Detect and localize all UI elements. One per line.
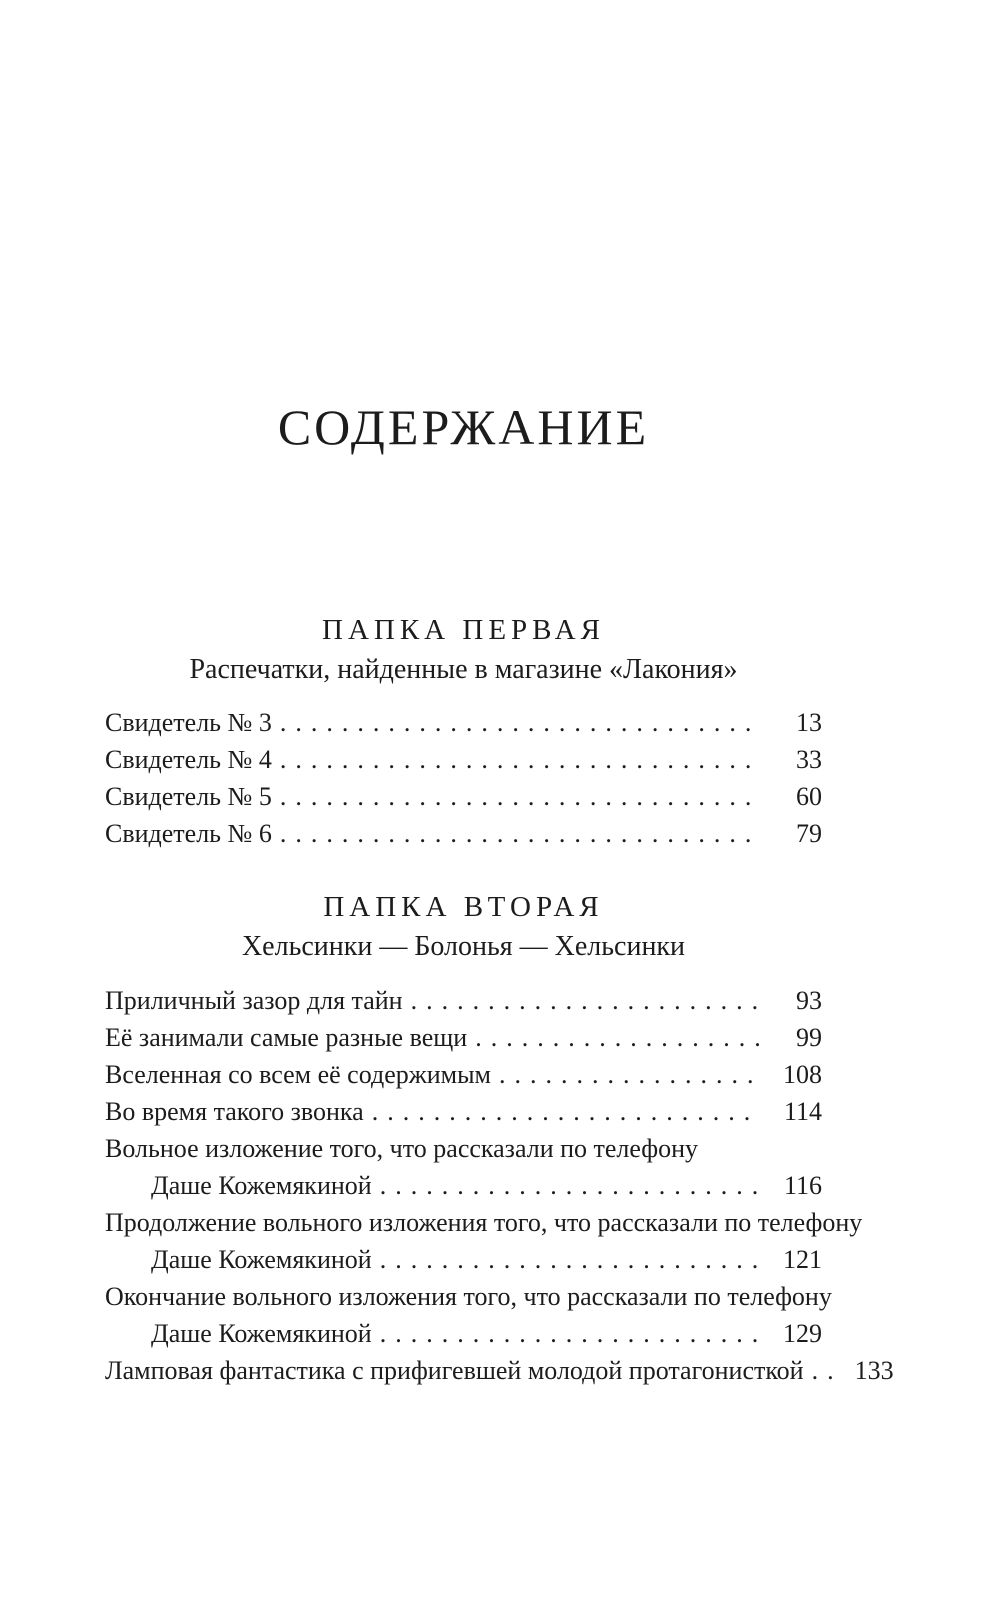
toc-entry-title: Свидетель № 6 <box>105 819 272 849</box>
toc-entry-title: Свидетель № 4 <box>105 745 272 775</box>
dot-leader <box>280 778 760 815</box>
dot-leader <box>411 982 760 1019</box>
toc-content <box>105 399 894 1389</box>
toc-entry <box>105 1278 832 1352</box>
toc-entry <box>105 1130 822 1204</box>
toc-entry-first-line: Продолжение вольного изложения того, что рассказали по телефону <box>105 1207 863 1237</box>
toc-entry <box>105 1204 863 1278</box>
toc-entry-line <box>105 704 822 741</box>
toc-entry <box>105 1019 822 1056</box>
toc-entry-line <box>105 778 822 815</box>
dot-leader <box>280 704 760 741</box>
page-title: СОДЕРЖАНИЕ <box>277 399 650 455</box>
toc-entry-title: Даше Кожемякиной <box>151 1244 372 1274</box>
toc-entry-page: 13 <box>796 708 822 738</box>
toc-entry-page: 33 <box>796 745 822 775</box>
toc-entry <box>105 815 822 852</box>
toc-entry-page: 116 <box>783 1170 822 1200</box>
toc-entry-title: Даше Кожемякиной <box>151 1318 372 1348</box>
dot-leader <box>372 1093 760 1130</box>
toc-entry <box>105 1093 822 1130</box>
toc-entry-page: 133 <box>854 1355 894 1385</box>
toc-entry-line <box>105 1056 822 1093</box>
toc-entry-title: Вселенная со всем её содержимым <box>105 1059 491 1089</box>
toc-entry-title: Ламповая фантастика с прифигевшей молодой протагонисткой <box>105 1355 804 1385</box>
toc-entry-line <box>105 815 822 852</box>
toc-entry-title: Во время такого звонка <box>105 1096 364 1126</box>
dot-leader <box>280 741 760 778</box>
toc-entry-title: Приличный зазор для тайн <box>105 985 403 1015</box>
toc-entry-title: Её занимали самые разные вещи <box>105 1022 468 1052</box>
toc-entry-title: Свидетель № 5 <box>105 782 272 812</box>
dot-leader <box>380 1315 760 1352</box>
toc-entry-page: 108 <box>783 1059 822 1089</box>
dot-leader <box>280 815 760 852</box>
toc-entry-first-line: Вольное изложение того, что рассказали по телефону <box>105 1133 699 1163</box>
section-subheading: Хельсинки — Болонья — Хельсинки <box>241 931 686 963</box>
toc-entry <box>105 741 822 778</box>
section-entries <box>105 982 894 1389</box>
dot-leader <box>380 1167 760 1204</box>
toc-entry-line <box>105 1093 822 1130</box>
toc-entry <box>105 778 822 815</box>
dot-leader <box>380 1241 760 1278</box>
toc-entry-page: 99 <box>796 1022 822 1052</box>
toc-entry-title: Свидетель № 3 <box>105 708 272 738</box>
toc-section <box>105 613 822 852</box>
toc-entry <box>105 704 822 741</box>
toc-entry-page: 79 <box>796 819 822 849</box>
dot-leader <box>499 1056 760 1093</box>
toc-entry <box>105 1056 822 1093</box>
toc-entry-line <box>105 1241 822 1278</box>
toc-section <box>105 890 894 1388</box>
dot-leader <box>812 1352 832 1389</box>
section-entries <box>105 704 822 852</box>
toc-entry-line <box>105 1019 822 1056</box>
toc-entry-page: 129 <box>783 1318 822 1348</box>
toc-entry <box>105 1352 894 1389</box>
toc-entry-line <box>105 982 822 1019</box>
toc-entry-title: Даше Кожемякиной <box>151 1170 372 1200</box>
toc-entry-page: 121 <box>783 1244 822 1274</box>
toc-entry-line <box>105 1352 894 1389</box>
toc-entry-line <box>105 741 822 778</box>
toc-entry-first-line: Окончание вольного изложения того, что рассказали по телефону <box>105 1281 832 1311</box>
toc-entry-page: 93 <box>796 985 822 1015</box>
section-heading: ПАПКА ПЕРВАЯ <box>322 614 605 646</box>
dot-leader <box>475 1019 760 1056</box>
toc-entry-line <box>105 1167 822 1204</box>
toc-sections <box>105 613 894 1389</box>
toc-entry <box>105 982 822 1019</box>
section-subheading: Распечатки, найденные в магазине «Лакония» <box>189 653 738 685</box>
toc-entry-page: 114 <box>783 1096 822 1126</box>
toc-entry-line <box>105 1315 822 1352</box>
toc-entry-page: 60 <box>796 782 822 812</box>
section-heading: ПАПКА ВТОРАЯ <box>323 891 604 924</box>
